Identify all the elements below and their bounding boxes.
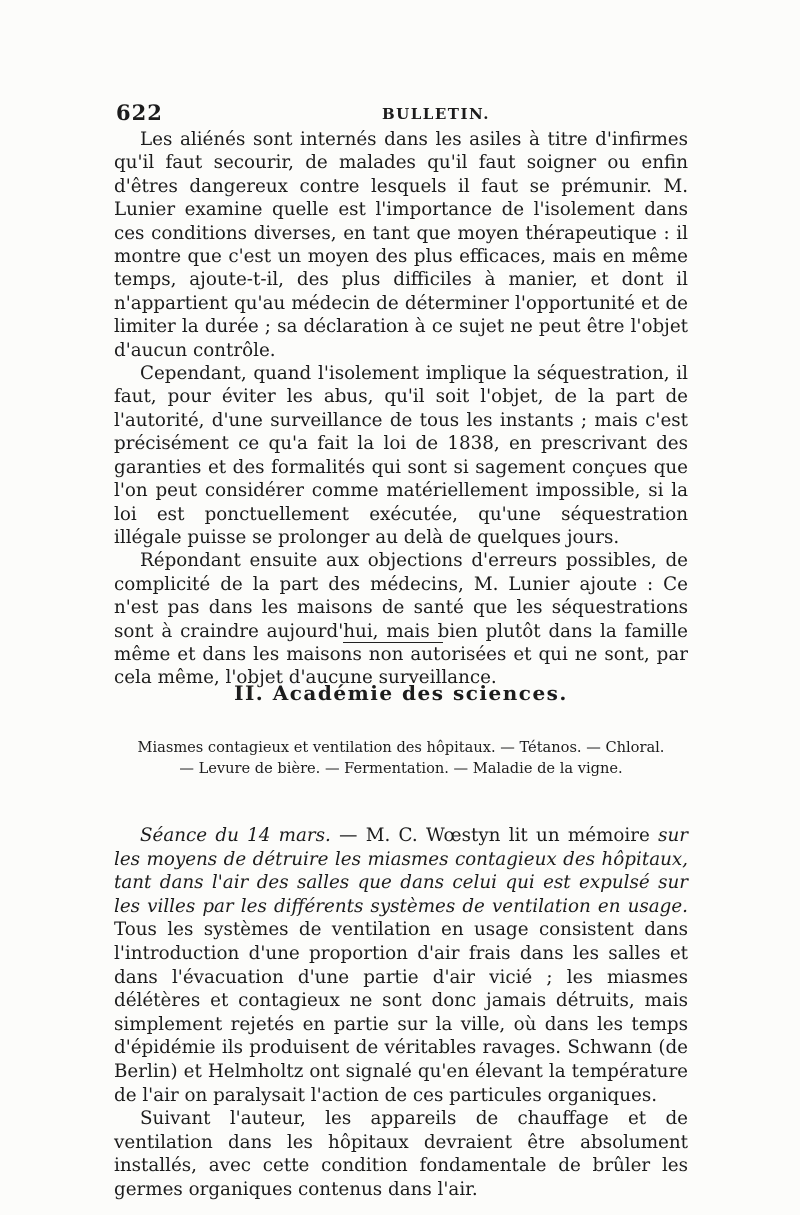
section-summary: Miasmes contagieux et ventilation des hôpitaux. — Tétanos. — Chloral. — Levure de bière. — Fermentation. — Maladie de la vigne.	[137, 739, 665, 777]
paragraph-closing: Suivant l'auteur, les appareils de chauffage et de ventilation dans les hôpitaux devraient être absolument installés, avec cette condition fondamentale de brûler les germes organiques contenus dans l'air.	[114, 1108, 688, 1200]
paragraph-sequestration: Cependant, quand l'isolement implique la séquestration, il faut, pour éviter les abus, qu'il soit l'objet, de la part de l'autorité, d'une surveillance de tous les instants ; mais c'est précisément ce qu'a fait la loi de 1838, en prescrivant des garanties et des formalités qui sont si sagement conçues que l'on peut considérer comme matériellement impossible, si la loi est ponctuellement exécutée, qu'une séquestration illégale puisse se prolonger au delà de quelques jours.	[114, 363, 688, 548]
running-title: BULLETIN.	[382, 105, 490, 123]
seance-text: Tous les systèmes de ventilation en usage consistent dans l'introduction d'une proportion d'air frais dans les salles et dans l'évacuation d'une partie d'air vicié ; les miasmes délétères et contagieux ne sont donc jamais détruits, mais simplement rejetés en partie sur la ville, où dans les temps d'épidémie ils produisent de véritables ravages. Schwann (de Berlin) et Helmholtz ont signalé qu'en élevant la température de l'air on paralysait l'action de ces particules organiques.	[114, 919, 688, 1106]
memoir-title: sur les moyens de détruire les miasmes contagieux des hôpitaux, tant dans l'air des salles que dans celui qui est expulsé sur les villes par les différents systèmes de ventilation en usage.	[114, 825, 688, 917]
paragraph-objections: Répondant ensuite aux objections d'erreurs possibles, de complicité de la part des médecins, M. Lunier ajoute : Ce n'est pas dans les maisons de santé que les séquestrations sont à craindre aujourd'hui, mais bien plutôt dans la famille même et dans les maisons non autorisées et qui ne sont, par cela même, l'objet d'aucune surveillance.	[114, 550, 688, 689]
section-body	[114, 824, 688, 1202]
page-number: 622	[116, 100, 163, 125]
paragraph-isolement: Les aliénés sont internés dans les asiles à titre d'infirmes qu'il faut secourir, de malades qu'il faut soigner ou enfin d'êtres dangereux contre lesquels il faut se prémunir. M. Lunier examine quelle est l'importance de l'isolement dans ces conditions diverses, en tant que moyen thérapeutique : il montre que c'est un moyen des plus efficaces, mais en même temps, ajoute-t-il, des plus difficiles à manier, et dont il n'appartient qu'au médecin de déterminer l'opportunité et de limiter la durée ; sa déclaration à ce sujet ne peut être l'objet d'aucun contrôle.	[114, 129, 688, 361]
seance-intro: — M. C. Wœstyn lit un mémoire	[330, 825, 659, 846]
seance-date: Séance du 14 mars.	[140, 825, 331, 846]
section-heading: II. Académie des sciences.	[234, 681, 568, 705]
paragraph-seance	[114, 824, 688, 1107]
section-divider	[343, 642, 443, 643]
article-body	[114, 128, 688, 690]
page-header	[116, 100, 686, 128]
